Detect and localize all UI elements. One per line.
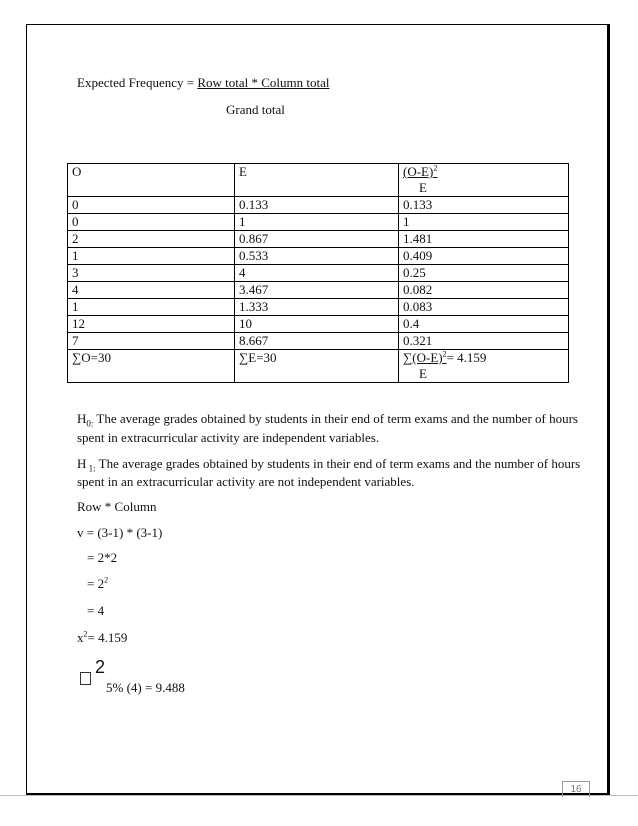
h1-line-2: spent in an extracurricular activity are not independent variables. bbox=[77, 474, 415, 489]
table-row: 0 0.133 0.133 bbox=[68, 197, 569, 214]
table-row: 7 8.667 0.321 bbox=[68, 333, 569, 350]
critical-value: 5% (4) = 9.488 bbox=[106, 680, 185, 695]
chi-square-value: $x^2= 4.159$ bbox=[77, 629, 128, 645]
table-row: 2 0.867 1.481 bbox=[68, 231, 569, 248]
chi-superscript: 2 bbox=[95, 657, 106, 677]
total-o: ∑O=30 bbox=[68, 350, 235, 383]
chi-square-table bbox=[67, 163, 569, 383]
page-number: 16 bbox=[562, 781, 590, 797]
table-totals-row bbox=[68, 350, 569, 383]
table-row: 0 1 1 bbox=[68, 214, 569, 231]
header-e: E bbox=[235, 164, 399, 197]
v-step-3: = 4 bbox=[87, 603, 105, 618]
total-chi: $\sum(O-E)^2= 4.159$ E bbox=[399, 350, 569, 383]
v-step-1: = 2*2 bbox=[87, 550, 118, 565]
header-o: O bbox=[68, 164, 235, 197]
v-step-2: = $2^2$ bbox=[87, 575, 109, 591]
formula-denominator: Grand total bbox=[226, 102, 285, 117]
row-column-label: Row * Column bbox=[77, 499, 157, 514]
formula-lhs: Expected Frequency = bbox=[77, 75, 198, 90]
footer-rule bbox=[0, 795, 638, 796]
v-formula: v = (3-1) * (3-1) bbox=[77, 525, 163, 540]
table-row: 3 4 0.25 bbox=[68, 265, 569, 282]
table-row: 12 10 0.4 bbox=[68, 316, 569, 333]
h0-line-2: spent in extracurricular activity are independent variables. bbox=[77, 430, 380, 445]
table-row: 4 3.467 0.082 bbox=[68, 282, 569, 299]
header-chi-term: $(O-E)^2$ E bbox=[399, 164, 569, 197]
total-e: ∑E=30 bbox=[235, 350, 399, 383]
formula-numerator: Row total * Column total bbox=[197, 75, 330, 90]
table-header-row bbox=[68, 164, 569, 197]
expected-frequency-formula bbox=[77, 75, 330, 91]
h1-line-1: H $_{1:}$ The average grades obtained by students in their end of term exams and the number of hours bbox=[77, 456, 581, 474]
table-row: 1 1.333 0.083 bbox=[68, 299, 569, 316]
h0-line-1: $H_{0:}$ The average grades obtained by students in their end of term exams and the number of hours bbox=[77, 411, 578, 429]
missing-glyph-box bbox=[80, 672, 91, 685]
table-row: 1 0.533 0.409 bbox=[68, 248, 569, 265]
